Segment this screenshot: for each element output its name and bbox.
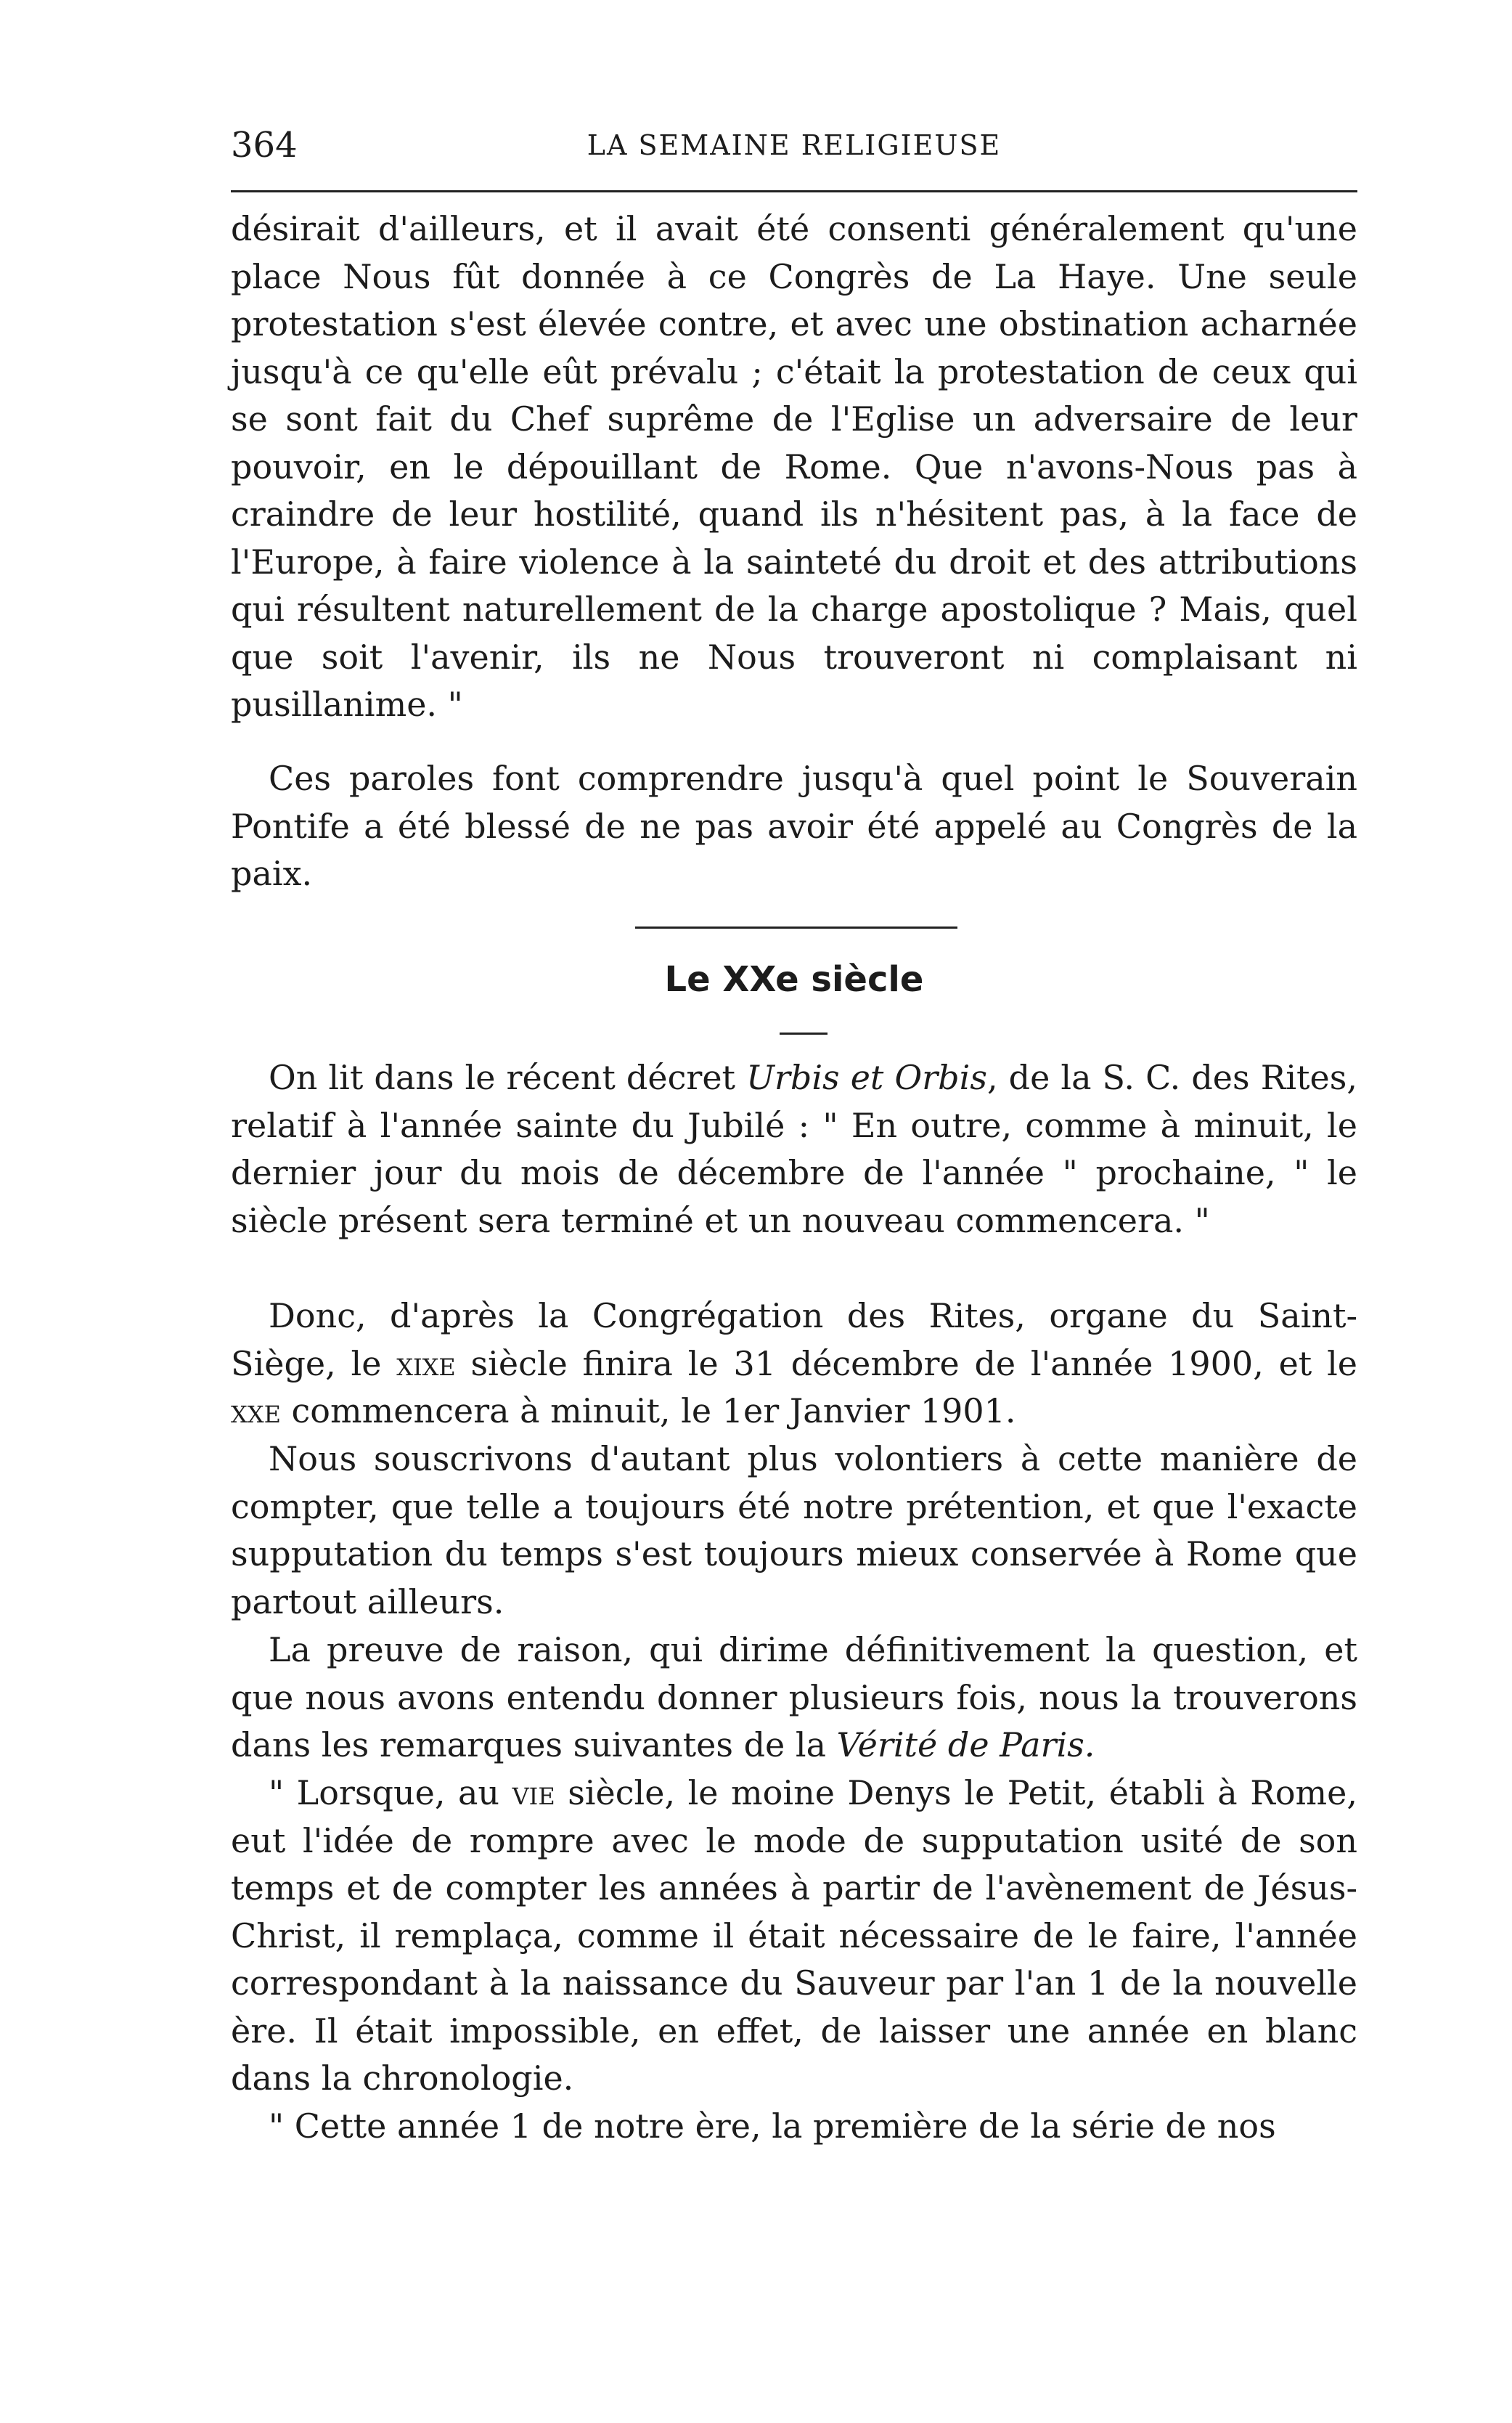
century-xx: xxe <box>231 1391 281 1430</box>
decree-text-b: , de la S. C. des Rites, relatif à l'année sainte du Jubilé : " En outre, comme à minuit, le dernier jour du mois de décembre de l'année " prochaine, " le siècle présent sera terminé et un nouveau commencera. " <box>231 1058 1357 1240</box>
congregation-text-c: commencera à minuit, le 1er Janvier 1901. <box>280 1391 1016 1430</box>
congregation-text-a: Donc, d'après la Congrégation des Rites, organe du Saint-Siège, le <box>231 1296 1357 1383</box>
paragraph-agreement: Nous souscrivons d'autant plus volontiers à cette manière de compter, que telle a toujours été notre prétention, et que l'exacte supputation du temps s'est toujours mieux conservée à Rome que partout ailleurs. <box>231 1439 1357 1621</box>
proof-text: La preuve de raison, qui dirime définitivement la question, et que nous avons entendu donner plusieurs fois, nous la trouverons dans les remarques suivantes de la <box>231 1630 1357 1764</box>
paragraph-proof <box>231 1626 1357 1770</box>
congregation-text-b: siècle finira le 31 décembre de l'année 1900, et le <box>455 1343 1357 1383</box>
page-header <box>231 120 1357 178</box>
quote-text-a: " Lorsque, au <box>269 1773 512 1812</box>
running-title: LA SEMAINE RELIGIEUSE <box>587 129 1002 161</box>
page-number: 364 <box>231 125 298 166</box>
century-xix: xixe <box>396 1343 456 1383</box>
quote-text-b: siècle, le moine Denys le Petit, établi à Rome, eut l'idée de rompre avec le mode de supputation usité de son temps et de compter les années à partir de l'avènement de Jésus-Christ, il remplaça, comme il était nécessaire de le faire, l'année correspondant à la naissance du Sauveur par l'an 1 de la nouvelle ère. Il était impossible, en effet, de laisser une année en blanc dans la chronologie. <box>231 1773 1357 2098</box>
century-vi: vie <box>512 1773 555 1812</box>
paragraph-quote-year-one: " Cette année 1 de notre ère, la première de la série de nos <box>269 2106 1276 2146</box>
paragraph-commentary: Ces paroles font comprendre jusqu'à quel point le Souverain Pontife a été blessé de ne pas avoir été appelé au Congrès de la paix. <box>231 759 1357 893</box>
newspaper-title: Vérité de Paris. <box>836 1725 1095 1764</box>
paragraph-quote-denys <box>231 1770 1357 2103</box>
decree-text-a: On lit dans le récent décret <box>269 1058 747 1097</box>
paragraph-continuation: désirait d'ailleurs, et il avait été consenti généralement qu'une place Nous fût donnée à ce Congrès de La Haye. Une seule protestation s'est élevée contre, et avec une obstination acharnée jusqu'à ce qu'elle eût prévalu ; c'était la protestation de ceux qui se sont fait du Chef suprême de l'Eglise un adversaire de leur pouvoir, en le dépouillant de Rome. Que n'avons-Nous pas à craindre de leur hostilité, quand ils n'hésitent pas, à la face de l'Europe, à faire violence à la sainteté du droit et des attributions qui résultent naturellement de la charge apostolique ? Mais, quel que soit l'avenir, ils ne Nous trouveront ni complaisant ni pusillanime. " <box>231 209 1357 724</box>
title-rule <box>780 1033 827 1035</box>
decree-title: Urbis et Orbis <box>746 1058 987 1097</box>
section-title: Le XXe siècle <box>664 959 924 1000</box>
header-rule <box>231 190 1357 192</box>
paragraph-congregation <box>231 1292 1357 1436</box>
paragraph-decree <box>231 1054 1357 1245</box>
section-divider <box>635 927 957 929</box>
